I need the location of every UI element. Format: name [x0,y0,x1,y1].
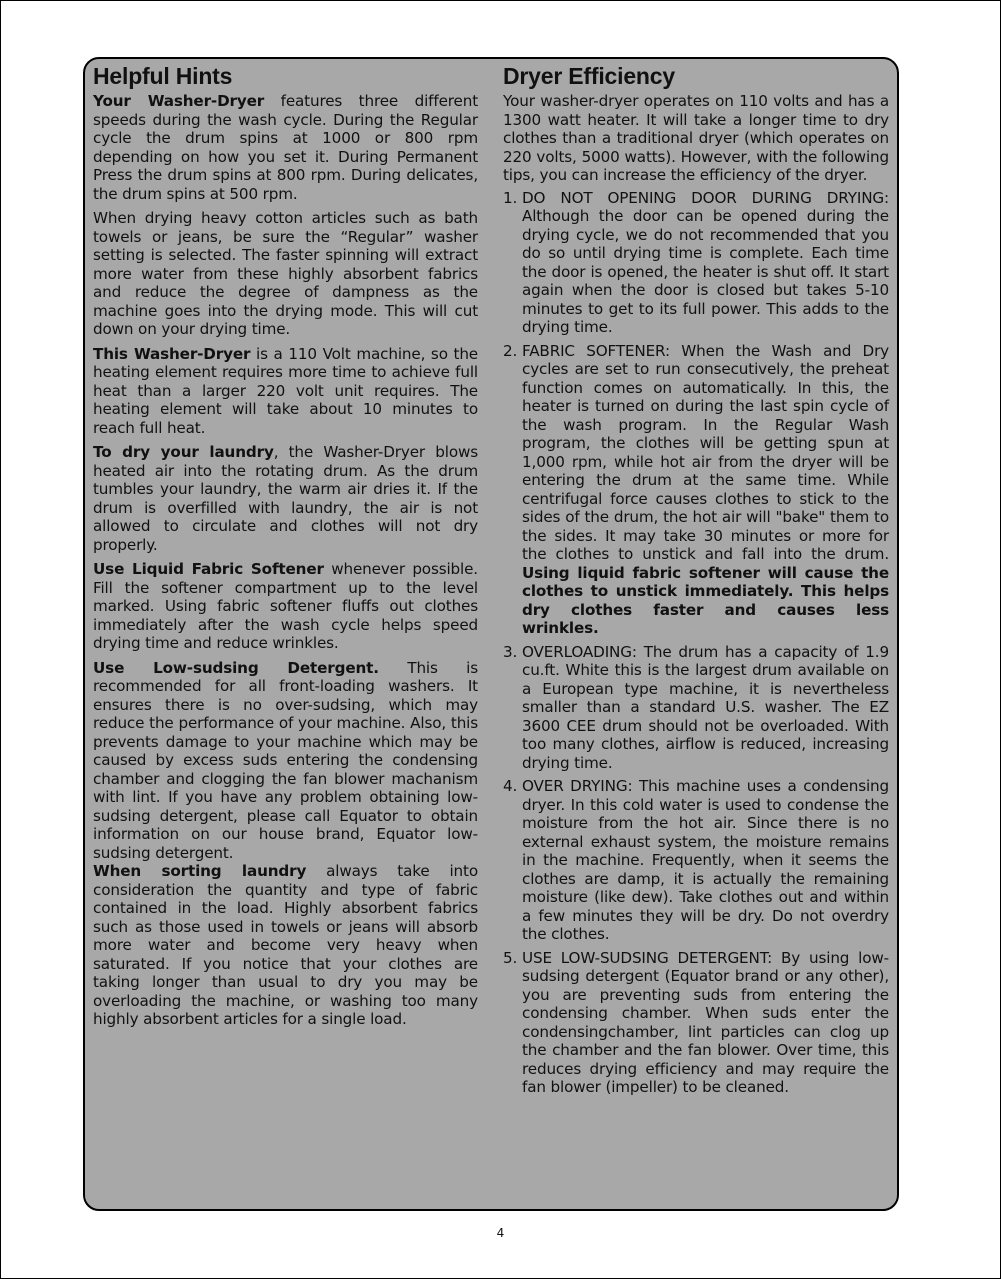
tip-text: DO NOT OPENING DOOR DURING DRYING: Although the door can be opened during the drying cycle, we do not recommended that you do so until drying time is complete. Each time the door is opened, the heater is shut off. It start again when the door is closed but takes 5-10 minutes to get to its full power. This adds to the drying time. [522,188,889,336]
page-number: 4 [496,1226,505,1240]
list-item [503,342,889,638]
hint-lead: To dry your laundry [93,443,274,461]
tip-text: USE LOW-SUDSING DETERGENT: By using low-sudsing detergent (Equator brand or any other), you are preventing suds from entering the condensing chamber. When suds enter the condensingchamber, lint particles can clog up the chamber and the fan blower. Over time, this reduces drying efficiency and may require the fan blower (impeller) to be cleaned. [522,948,889,1096]
tip-number: 3. [503,642,518,661]
list-item [503,189,889,337]
helpful-hints-heading: Helpful Hints [93,63,233,89]
tip-text: FABRIC SOFTENER: When the Wash and Dry cycles are set to run consecutively, the preheat function comes on automatically. In this, the heater is turned on during the last spin cycle of the wash program. In the Regular Wash program, the clothes will be getting spun at 1,000 rpm, while hot air from the dryer will be entering the drum at the same time. While centrifugal force causes clothes to stick to the sides of the drum, the hot air will "bake" them to the sides. It may take 30 minutes or more for the clothes to unstick and fall into the drum. [522,341,889,563]
dryer-efficiency-heading: Dryer Efficiency [503,63,675,89]
hint-lead: When sorting laundry [93,862,307,880]
list-item [503,949,889,1097]
hint-paragraph [93,92,478,203]
tip-number: 2. [503,341,518,360]
tip-text: OVER DRYING: This machine uses a condensing dryer. In this cold water is used to condense the moisture from the hot air. Since there is no external exhaust system, the moisture remains in the machine. Frequently, when it seems the clothes are damp, it is actually the remaining moisture (like dew). Take clothes out and within a few minutes they will be dry. Do not overdry the clothes. [522,777,889,943]
tip-number: 5. [503,948,518,967]
tip-number: 4. [503,777,518,795]
hint-text: is a 110 Volt machine, so the heating element requires more time to achieve full heat than a larger 220 volt unit requires. The heating element will take about 10 minutes to reach full heat. [93,344,478,437]
dryer-tips-list [503,189,889,1097]
hint-paragraph [93,862,478,1029]
hint-text: always take into consideration the quantity and type of fabric contained in the load. Highly absorbent fabrics such as those used in towels or jeans will absorb more water and become very heavy when saturated. If you notice that your clothes are taking longer than usual to dry you may be overloading the machine, or washing too many highly absorbent articles for a single load. [93,862,478,1028]
hint-paragraph [93,443,478,554]
hint-text: When drying heavy cotton articles such as bath towels or jeans, be sure the “Regular” washer setting is selected. The faster spinning will extract more water from these highly absorbent fabrics and reduce the degree of dampness as the machine goes into the drying mode. This will cut down on your drying time. [93,209,478,338]
tip-number: 1. [503,188,518,207]
hint-lead: This Washer-Dryer [93,344,251,363]
content-panel [83,57,899,1211]
hint-paragraph [93,560,478,653]
list-item [503,643,889,773]
helpful-hints-body [93,92,478,1035]
hint-paragraph [93,659,478,863]
hint-lead: Your Washer-Dryer [93,92,265,110]
hint-paragraph [93,345,478,438]
tip-bold-text: Using liquid fabric softener will cause the clothes to unstick immediately. This helps dry clothes faster and causes less wrinkles. [522,563,889,637]
tip-text: OVERLOADING: The drum has a capacity of 1.9 cu.ft. White this is the largest drum available on a European type machine, it is nevertheless smaller than a standard U.S. washer. The EZ 3600 CEE drum should not be overloaded. With too many clothes, airflow is reduced, increasing drying time. [522,642,889,772]
hint-text: features three different speeds during the wash cycle. During the Regular cycle the drum spins at 1000 or 800 rpm depending on how you set it. During Permanent Press the drum spins at 800 rpm. During delicates, the drum spins at 500 rpm. [93,92,478,203]
dryer-intro: Your washer-dryer operates on 110 volts and has a 1300 watt heater. It will take a longer time to dry clothes than a traditional dryer (which operates on 220 volts, 5000 watts). However, with the following tips, you can increase the efficiency of the dryer. [503,92,889,184]
list-item [503,777,889,944]
dryer-efficiency-body [503,92,889,1102]
hint-paragraph [93,209,478,339]
hint-lead: Use Liquid Fabric Softener [93,560,324,578]
hint-lead: Use Low-sudsing Detergent. [93,658,379,677]
hint-text: whenever possible. Fill the softener compartment up to the level marked. Using fabric softener fluffs out clothes immediately after the wash cycle helps speed drying time and reduce wrinkles. [93,560,478,652]
hint-text: , the Washer-Dryer blows heated air into the rotating drum. As the drum tumbles your laundry, the warm air dries it. If the drum is overfilled with laundry, the air is not allowed to circulate and clothes will not dry properly. [93,443,478,554]
hint-text: This is recommended for all front-loading washers. It ensures there is no over-sudsing, which may reduce the performance of your machine. Also, this prevents damage to your machine which may be caused by excess suds entering the condensing chamber and clogging the fan blower machanism with lint. If you have any problem obtaining low-sudsing detergent, please call Equator to obtain information on our house brand, Equator low-sudsing detergent. [93,658,479,862]
